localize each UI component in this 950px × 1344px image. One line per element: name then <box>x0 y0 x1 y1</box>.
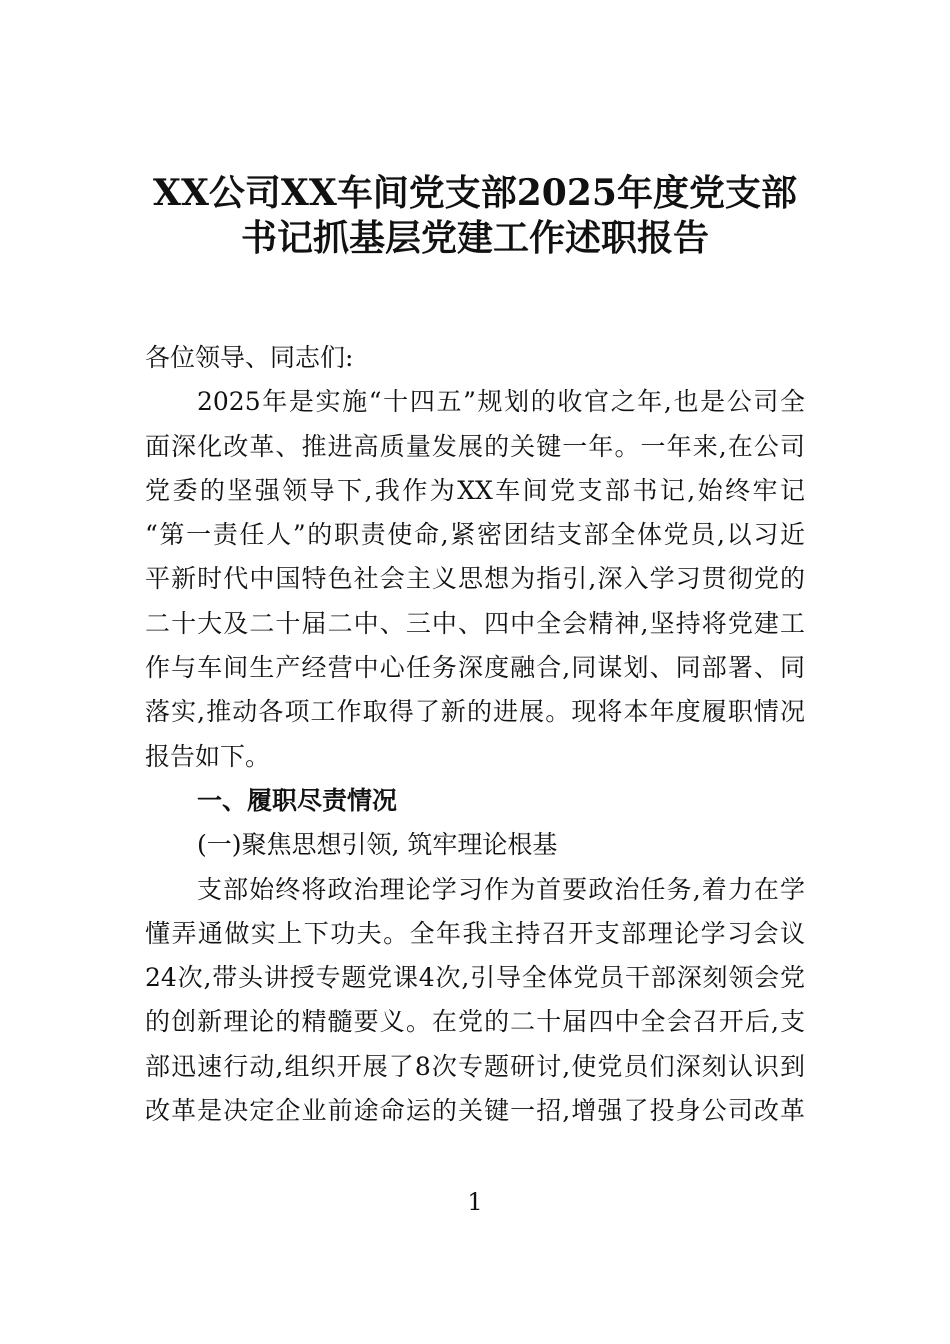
salutation: 各位领导、同志们: <box>145 343 354 372</box>
text-line: “第一责任人”的职责使命,紧密团结支部全体党员,以习近 <box>145 520 805 550</box>
subsection-heading: (一)聚焦思想引领, 筑牢理论根基 <box>197 830 558 860</box>
section-heading: 一、履职尽责情况 <box>197 785 398 815</box>
text-line: 的创新理论的精髓要义。在党的二十届四中全会召开后,支 <box>145 1007 805 1037</box>
text-line: 落实,推动各项工作取得了新的进展。现将本年度履职情况 <box>145 697 805 727</box>
document-title-line-1: XX公司XX车间党支部2025年度党支部 <box>153 172 797 214</box>
text-line: 部迅速行动,组织开展了8次专题研讨,使党员们深刻认识到 <box>145 1051 805 1081</box>
text-line: 二十大及二十届二中、三中、四中全会精神,坚持将党建工 <box>145 608 805 638</box>
text-line: 改革是决定企业前途命运的关键一招,增强了投身公司改革 <box>145 1096 805 1126</box>
intro-paragraph <box>145 380 805 779</box>
text-line: 24次,带头讲授专题党课4次,引导全体党员干部深刻领会党 <box>145 963 805 993</box>
text-line: 党委的坚强领导下,我作为XX车间党支部书记,始终牢记 <box>145 475 805 505</box>
body-paragraph <box>145 868 805 1134</box>
text-line: 懂弄通做实上下功夫。全年我主持召开支部理论学习会议 <box>145 918 805 948</box>
text-line: 支部始终将政治理论学习作为首要政治任务,着力在学 <box>197 874 805 904</box>
document-body <box>145 336 805 1133</box>
text-line: 报告如下。 <box>145 741 271 771</box>
text-line: 面深化改革、推进高质量发展的关键一年。一年来,在公司 <box>145 431 805 461</box>
text-line: 2025年是实施“十四五”规划的收官之年,也是公司全 <box>197 387 805 417</box>
page-number: 1 <box>467 1188 483 1216</box>
document-title-line-2: 书记抓基层党建工作述职报告 <box>240 217 709 259</box>
text-line: 作与车间生产经营中心任务深度融合,同谋划、同部署、同 <box>145 653 805 683</box>
text-line: 平新时代中国特色社会主义思想为指引,深入学习贯彻党的 <box>145 564 805 594</box>
